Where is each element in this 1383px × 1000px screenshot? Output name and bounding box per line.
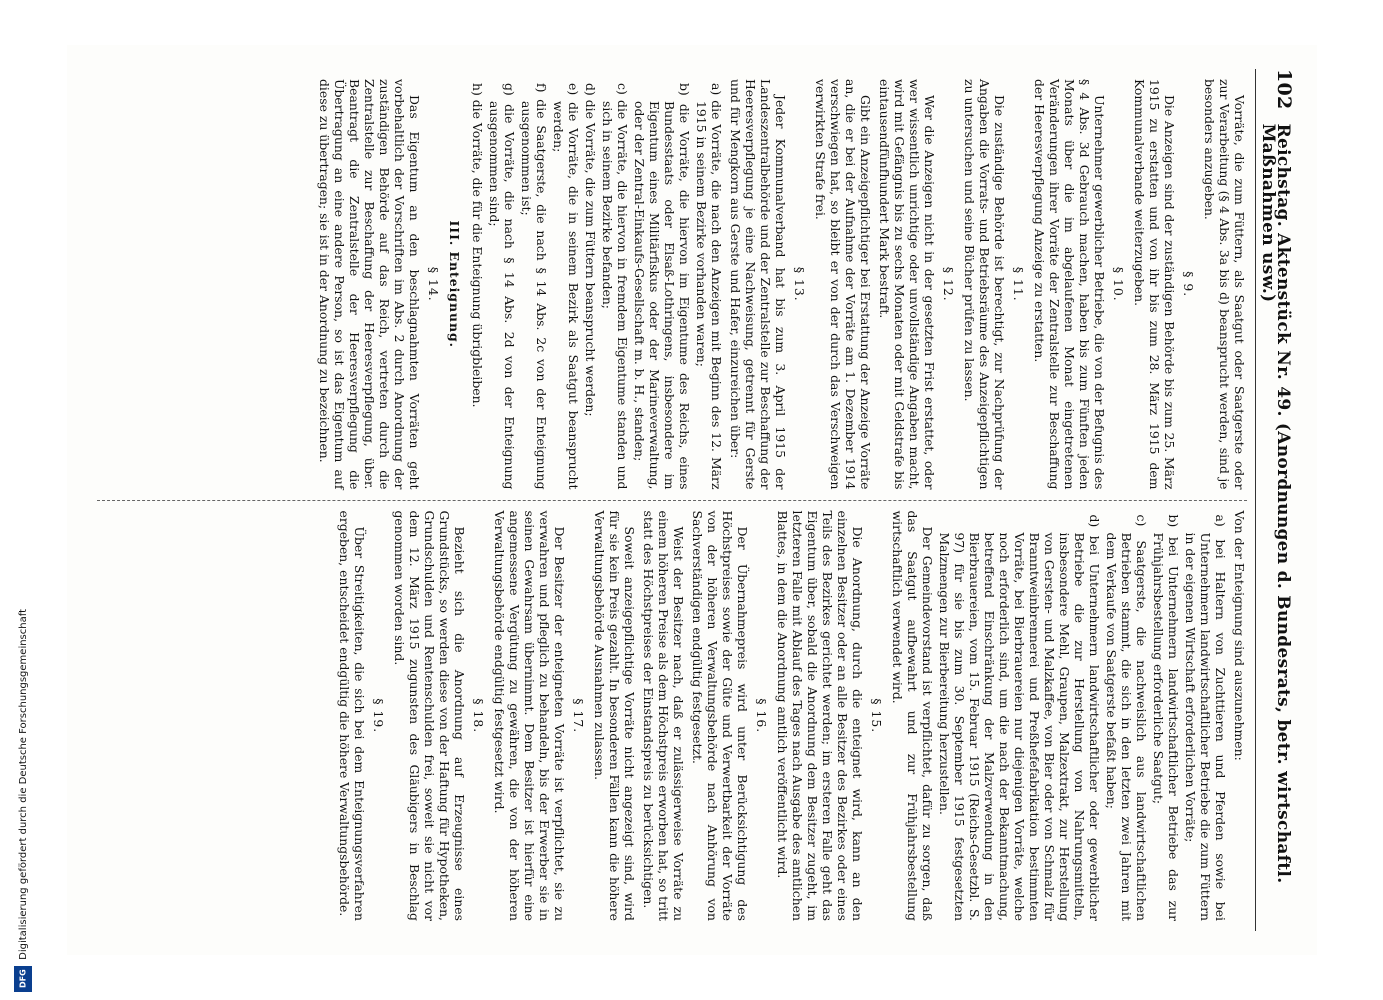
section-11-text: Die zuständige Behörde ist berechtigt, zur Nachprüfung der Angaben die Vorrats- und Betriebsräume des Anzeigepflichtigen zu untersuchen und seine Bücher prüfen zu lassen.	[961, 79, 1007, 490]
page-number: 102	[1272, 69, 1295, 110]
section-18-heading: § 18.	[470, 698, 486, 734]
section-10-heading: § 10.	[1110, 266, 1126, 302]
list-item: a) die Vorräte, die nach den Anzeigen mit Beginn des 12. März 1915 in seinem Bezirke vorhanden waren;	[693, 83, 724, 490]
section-9-heading: § 9.	[1180, 271, 1196, 298]
list-item: f) die Saatgerste, die nach § 14 Abs. 2c von der Enteignung ausgenommen ist;	[518, 83, 549, 490]
list-item: c) Saatgerste, die nachweislich aus landwirtschaftlichen Betrieben stammt, die sich in den letzten zwei Jahren mit dem Verkaufe von Saatgerste befaßt haben;	[1103, 514, 1149, 921]
section-9-text: Die Anzeigen sind der zuständigen Behörde bis zum 25. März 1915 zu erstatten und von ihr bis zum 28. März 1915 dem Kommunalverbande weiterzugeben.	[1131, 79, 1177, 490]
dfg-logo: DFG	[14, 966, 32, 992]
list-item: c) die Vorräte, die hiervon in fremdem Eigentume standen und sich in seinem Bezirke befanden;	[599, 83, 630, 490]
section-18-text: Bezieht sich die Anordnung auf Erzeugnisse eines Grundstücks, so werden diese von der Haftung für Hypotheken, Grundschulden und Rentenschulden frei, soweit sie nicht vor dem 12. März 1915 zugunsten des Gläubigers in Beschlag genommen worden sind.	[391, 510, 467, 921]
section-15-text: Die Anordnung, durch die enteignet wird, kann an den einzelnen Besitzer oder an alle Besitzer des Bezirkes oder eines Teils des Bezirkes gerichtet werden; im ersteren Falle geht das Eigentum über, sobald die Anordnung dem Besitzer zugeht, im letzteren Falle mit Ablauf des Tages nach Ausgabe des amtlichen Blattes, in dem die Anordnung amtlich veröffentlicht wird.	[774, 510, 865, 921]
list-item: e) die Vorräte, die in seinem Bezirk als Saatgut beansprucht werden;	[550, 83, 581, 490]
section-12-text: Wer die Anzeigen nicht in der gesetzten Frist erstattet, oder wer wissentlich unrichtige oder unvollständige Angaben macht, wird mit Gefängnis bis zu sechs Monaten oder mit Geldstrafe bis eintausendfünfhundert Mark bestraft.	[876, 79, 937, 490]
section-16-text: Der Übernahmepreis wird unter Berücksichtigung des Höchstpreises sowie der Güte und Verwertbarkeit der Vorräte von der höheren Verwaltungsbehörde nach Anhörung von Sachverständigen endgültig festgesetzt.	[689, 510, 750, 921]
left-column	[97, 69, 1247, 500]
chapter-heading: III. Enteignung.	[446, 220, 462, 348]
list-item: d) bei Unternehmern landwirtschaftlicher oder gewerblicher Betriebe die zur Herstellung von Nahrungsmitteln, insbesondere Mehl, Graupen, Malzextrakt, zur Herstellung von Gersten- und Malzkaffee, von Bier oder von Schmalz für Branntweinbrennerei und Preßhefefabrikation bestimmten Vorräte, bei Bierbrauereien nur diejenigen Vorräte, welche noch erforderlich sind, um die nach der Bekanntmachung, betreffend Einschränkung der Malzverwendung in den Bierbrauereien, vom 15. Februar 1915 (Reichs-Gesetzbl. S. 97) für sie bis zum 30. September 1915 festgesetzten Malzmengen zur Bierbereitung herzustellen.	[936, 514, 1102, 921]
section-11-heading: § 11.	[1010, 266, 1026, 302]
funding-credit: Digitalisierung gefördert durch die Deutsche Forschungsgemeinschaft	[17, 609, 29, 960]
list-item: b) bei Unternehmern landwirtschaftlicher Betriebe das zur Frühjahrsbestellung erforderliche Saatgut;	[1150, 514, 1181, 921]
list-item: d) die Vorräte, die zum Füttern beansprucht werden;	[582, 83, 598, 417]
paragraph: Vorräte, die zum Füttern, als Saatgut oder Saatgerste oder zur Verarbeitung (§ 4 Abs. 3a bis d) beansprucht werden, sind je besonders anzugeben.	[1201, 79, 1247, 490]
section-16-text: Weist der Besitzer nach, daß er zulässigerweise Vorräte zu einem höheren Preise als dem Höchstpreis erworben hat, so tritt statt des Höchstpreises der Einstandspreis zu berücksichtigen.	[640, 510, 686, 921]
section-14-text: Das Eigentum an den beschlagnahmten Vorräten geht vorbehaltlich der Vorschriften im Abs. 2 durch Anordnung der zuständigen Behörde auf das Reich, vertreten durch die Zentralstelle zur Beschaffung der Heeresverpflegung, über. Beantragt die Zentralstelle der Heeresverpflegung die Übertragung an eine andere Person, so ist das Eigentum auf diese zu übertragen; sie ist in der Anordnung zu bezeichnen.	[316, 79, 422, 490]
document-page	[67, 45, 1317, 955]
digitization-footer	[14, 609, 32, 992]
section-14-heading: § 14.	[425, 266, 441, 302]
section-17-text: Der Besitzer der enteigneten Vorräte ist verpflichtet, sie zu verwahren und pfleglich zu behandeln, bis der Erwerber sie in seinen Gewahrsam übernimmt. Dem Besitzer ist hierfür eine angemessene Vergütung zu gewähren, die von der höheren Verwaltungsbehörde endgültig festgesetzt wird.	[491, 510, 567, 921]
page-title: Reichstag. Aktenstück Nr. 49. (Anordnungen d. Bundesrats, betr. wirtschaftl. Maßnahmen usw.)	[1257, 123, 1293, 884]
section-13-heading: § 13.	[791, 266, 807, 302]
page-header	[1255, 69, 1295, 931]
list-item: h) die Vorräte, die für die Enteignung übrigbleiben.	[469, 83, 485, 408]
section-13-text: Jeder Kommunalverband hat bis zum 3. April 1915 der Landeszentralbehörde und der Zentralstelle zur Beschaffung der Heeresverpflegung je eine Nachweisung, getrennt für Gerste und für Mengkorn aus Gerste und Hafer, einzureichen über:	[727, 79, 788, 490]
section-19-text: Über Streitigkeiten, die sich bei dem Enteignungsverfahren ergeben, entscheidet endgültig die höhere Verwaltungsbehörde.	[336, 510, 367, 921]
list-item: b) die Vorräte, die hiervon im Eigentume des Reichs, eines Bundesstaats oder Elsaß-Lothringens, insbesondere im Eigentum eines Militärfiskus oder der Marineverwaltung, oder der Zentral-Einkaufs-Gesellschaft m. b. H., standen;	[631, 83, 692, 490]
section-16-text: Soweit anzeigepflichtige Vorräte nicht angezeigt sind, wird für sie kein Preis gezahlt. In besonderen Fällen kann die höhere Verwaltungsbehörde Ausnahmen zulassen.	[591, 510, 637, 921]
section-12-heading: § 12.	[940, 266, 956, 302]
list-item: g) die Vorräte, die nach § 14 Abs. 2d von der Enteignung ausgenommen sind;	[486, 83, 517, 490]
right-column	[97, 501, 1247, 932]
list-item: a) bei Haltern von Zuchttieren und Pferden sowie bei Unternehmern landwirtschaftlicher Betriebe die zum Füttern in der eigenen Wirtschaft erforderlichen Vorräte;	[1182, 514, 1228, 921]
paragraph: Der Gemeindevorstand ist verpflichtet, dafür zu sorgen, daß das Saatgut aufbewahrt und zur Frühjahrsbestellung wirtschaftlich verwendet wird.	[889, 510, 935, 921]
section-15-heading: § 15.	[868, 698, 884, 734]
section-12-text: Gibt ein Anzeigepflichtiger bei Erstattung der Anzeige Vorräte an, die er bei der Aufnahme der Vorräte am 1. Dezember 1914 verschwiegen hat, so bleibt er von der durch das Verschweigen verwirkten Strafe frei.	[812, 79, 873, 490]
section-10-text: Unternehmer gewerblicher Betriebe, die von der Befugnis des § 4 Abs. 3d Gebrauch machen, haben bis zum Fünften jeden Monats über die im abgelaufenen Monat eingetretenen Veränderungen ihrer Vorräte der Zentralstelle zur Beschaffung der Heeresverpflegung Anzeige zu erstatten.	[1031, 79, 1107, 490]
text-columns	[97, 69, 1247, 931]
section-16-heading: § 16.	[753, 698, 769, 734]
paragraph: Von der Enteignung sind auszunehmen:	[1231, 510, 1247, 761]
section-17-heading: § 17.	[570, 698, 586, 734]
section-19-heading: § 19.	[370, 698, 386, 734]
